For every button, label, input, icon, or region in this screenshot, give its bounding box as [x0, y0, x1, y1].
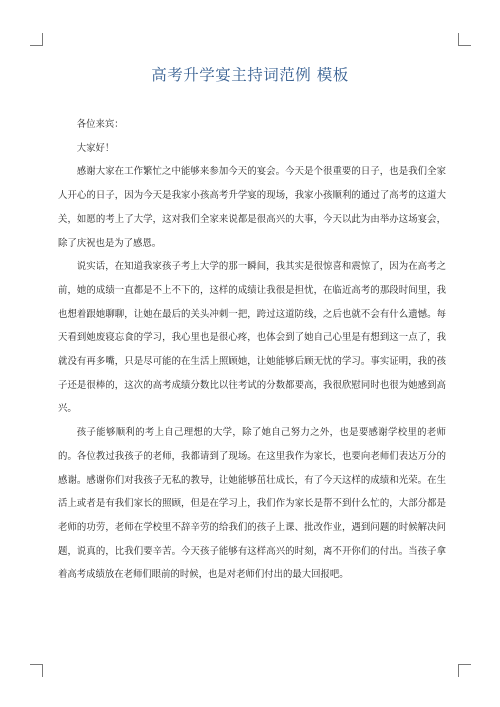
crop-mark-top-left [30, 33, 43, 46]
crop-mark-bottom-left [30, 664, 43, 677]
body-paragraph: 感谢大家在工作繁忙之中能够来参加今天的宴会。今天是个很重要的日子，也是我们全家人开心的日子，因为今天是我家小孩高考升学宴的现场，我家小孩顺利的通过了高考的这道大关，如愿的考上了大学，这对我们全家来说都是很高兴的大事，今天以此为由举办这场宴会，除了庆祝也是为了感恩。 [58, 166, 446, 249]
crop-mark-bottom-right [458, 664, 471, 677]
crop-mark-top-right [458, 33, 471, 46]
body-paragraph: 说实话，在知道我家孩子考上大学的那一瞬间，我其实是很惊喜和震惊了，因为在高考之前，她的成绩一直都是不上不下的，这样的成绩让我很是担忧，在临近高考的那段时间里，我也想着跟她聊聊，让她在最后的关头冲刺一把，跨过这道防线，之后也就不会有什么遗憾。每天看到她废寝忘食的学习，我心里也是很心疼，也体会到了她自己心里是有想到这一点了，我就没有再多嘴，只是尽可能的在生活上照顾她，让她能够后顾无忧的学习。事实证明，我的孩子还是很棒的，这次的高考成绩分数比以往考试的分数都要高，我很欣慰同时也很为她感到高兴。 [58, 261, 446, 415]
body-paragraph: 孩子能够顺利的考上自己理想的大学，除了她自己努力之外，也是要感谢学校里的老师的。各位教过我孩子的老师，我都请到了现场。在这里我作为家长，也要向老师们表达万分的感谢。感谢你们对我孩子无私的教导，让她能够茁壮成长，有了今天这样的成绩和光荣。在生活上或者是有我们家长的照顾，但是在学习上，我们作为家长是帮不到什么忙的，大部分都是老师的功劳，老师在学校里不辞辛劳的给我们的孩子上课、批改作业，遇到问题的时候解决问题，说真的，比我们要辛苦。今天孩子能够有这样高兴的时刻，离不开你们的付出。当孩子拿着高考成绩放在老师们眼前的时候，也是对老师们付出的最大回报吧。 [58, 427, 446, 581]
document-body [58, 113, 446, 587]
salutation: 各位来宾： [76, 119, 124, 130]
greeting: 大家好！ [76, 142, 115, 154]
document-title: 高考升学宴主持词范例 模板 [151, 66, 349, 84]
